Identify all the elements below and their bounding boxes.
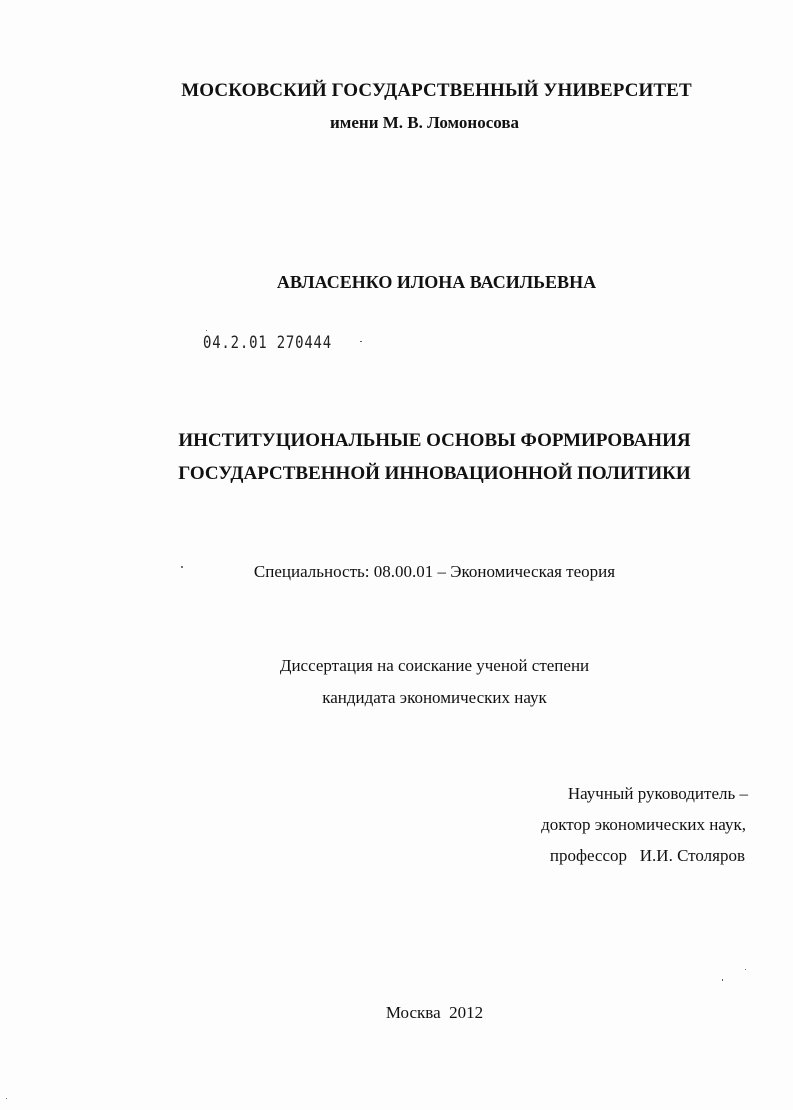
specialty: Специальность: 08.00.01 – Экономическая теория	[253, 562, 616, 581]
city-year: Москва 2012	[385, 1003, 484, 1022]
scan-speck	[206, 330, 207, 331]
scan-speck	[722, 979, 723, 981]
author-name: АВЛАСЕНКО ИЛОНА ВАСИЛЬЕВНА	[276, 272, 597, 292]
supervisor-degree: доктор экономических наук,	[541, 815, 746, 834]
scan-speck	[360, 341, 362, 342]
scan-speck	[181, 566, 183, 568]
catalog-stamp: 04.2.01 270444	[203, 333, 332, 353]
degree-line1: Диссертация на соискание ученой степени	[279, 656, 590, 675]
degree-line2: кандидата экономических наук	[322, 688, 547, 707]
university-named-after: имени М. В. Ломоносова	[329, 113, 520, 132]
supervisor-name: профессор И.И. Столяров	[549, 846, 745, 865]
thesis-title-line2: ГОСУДАРСТВЕННОЙ ИННОВАЦИОННОЙ ПОЛИТИКИ	[178, 463, 691, 484]
supervisor-label: Научный руководитель –	[567, 784, 748, 803]
scan-speck	[745, 969, 746, 970]
scan-speck	[6, 1098, 7, 1099]
university-name: МОСКОВСКИЙ ГОСУДАРСТВЕННЫЙ УНИВЕРСИТЕТ	[181, 80, 692, 101]
thesis-title-line1: ИНСТИТУЦИОНАЛЬНЫЕ ОСНОВЫ ФОРМИРОВАНИЯ	[178, 430, 691, 451]
